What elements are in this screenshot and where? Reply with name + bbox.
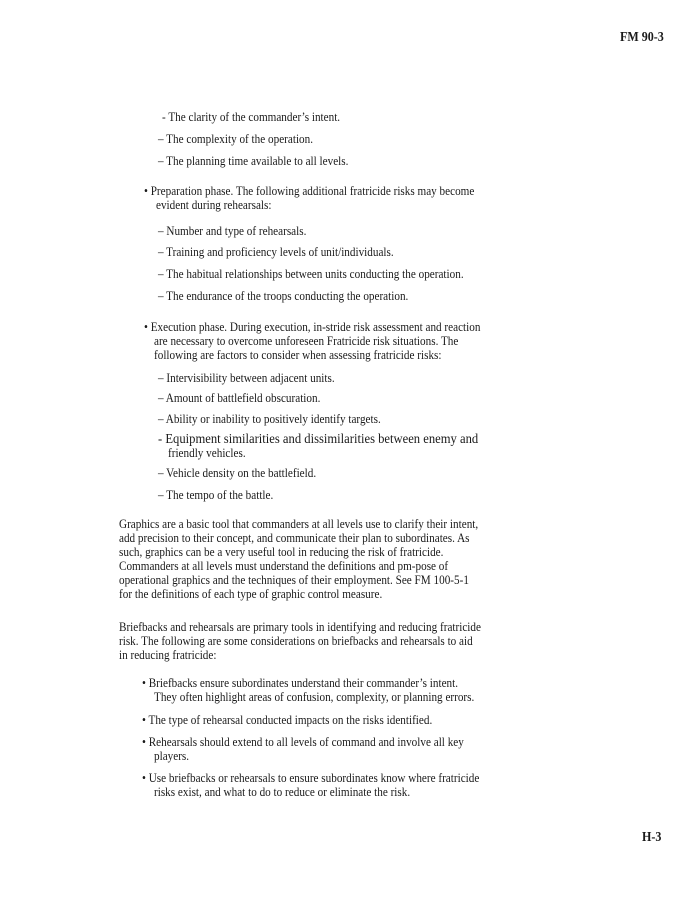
execution-item: – Ability or inability to positively identify targets.: [158, 411, 381, 426]
briefback-bullet: • The type of rehearsal conducted impacts on the risks identified.: [142, 712, 433, 727]
preparation-item: – The habitual relationships between units conducting the operation.: [158, 266, 464, 281]
execution-item: – The tempo of the battle.: [158, 487, 274, 502]
planning-item: – The planning time available to all levels.: [158, 153, 349, 168]
graphics-paragraph-line: Commanders at all levels must understand the definitions and pm-pose of: [119, 558, 449, 573]
briefback-bullet-continuation: risks exist, and what to do to reduce or eliminate the risk.: [154, 784, 411, 799]
execution-item: – Intervisibility between adjacent units.: [158, 370, 335, 385]
planning-item: - The clarity of the commander’s intent.: [162, 109, 341, 124]
preparation-item: – Training and proficiency levels of unit/individuals.: [158, 244, 394, 259]
preparation-bullet-line: • Preparation phase. The following additional fratricide risks may become: [144, 183, 475, 198]
execution-bullet-line: following are factors to consider when assessing fratricide risks:: [154, 347, 442, 362]
briefback-bullet: • Rehearsals should extend to all levels of command and involve all key: [142, 734, 464, 749]
preparation-item: – Number and type of rehearsals.: [158, 223, 307, 238]
page-number: H-3: [642, 830, 662, 845]
graphics-paragraph-line: add precision to their concept, and communicate their plan to subordinates. As: [119, 530, 470, 545]
preparation-bullet-line: evident during rehearsals:: [156, 197, 272, 212]
planning-item: – The complexity of the operation.: [158, 131, 314, 146]
briefbacks-paragraph-line: in reducing fratricide:: [119, 647, 217, 662]
graphics-paragraph-line: such, graphics can be a very useful tool in reducing the risk of fratricide.: [119, 544, 444, 559]
briefbacks-paragraph-line: Briefbacks and rehearsals are primary tools in identifying and reducing fratricide: [119, 619, 481, 634]
briefback-bullet: • Briefbacks ensure subordinates understand their commander’s intent.: [142, 675, 459, 690]
briefback-bullet-continuation: They often highlight areas of confusion, complexity, or planning errors.: [154, 689, 475, 704]
preparation-item: – The endurance of the troops conducting the operation.: [158, 288, 409, 303]
execution-item: – Vehicle density on the battlefield.: [158, 465, 317, 480]
manual-id: FM 90-3: [620, 30, 664, 45]
execution-bullet-line: are necessary to overcome unforeseen Fratricide risk situations. The: [154, 333, 459, 348]
briefback-bullet: • Use briefbacks or rehearsals to ensure subordinates know where fratricide: [142, 770, 480, 785]
execution-bullet-line: • Execution phase. During execution, in-stride risk assessment and reaction: [144, 319, 481, 334]
graphics-paragraph-line: Graphics are a basic tool that commanders at all levels use to clarify their intent,: [119, 516, 479, 531]
briefbacks-paragraph-line: risk. The following are some considerations on briefbacks and rehearsals to aid: [119, 633, 473, 648]
briefback-bullet-continuation: players.: [154, 748, 190, 763]
execution-item: - Equipment similarities and dissimilarities between enemy and: [158, 432, 479, 447]
execution-item: – Amount of battlefield obscuration.: [158, 390, 321, 405]
graphics-paragraph-line: for the definitions of each type of graphic control measure.: [119, 586, 383, 601]
execution-item-continuation: friendly vehicles.: [168, 445, 246, 460]
graphics-paragraph-line: operational graphics and the techniques of their employment. See FM 100-5-1: [119, 572, 469, 587]
